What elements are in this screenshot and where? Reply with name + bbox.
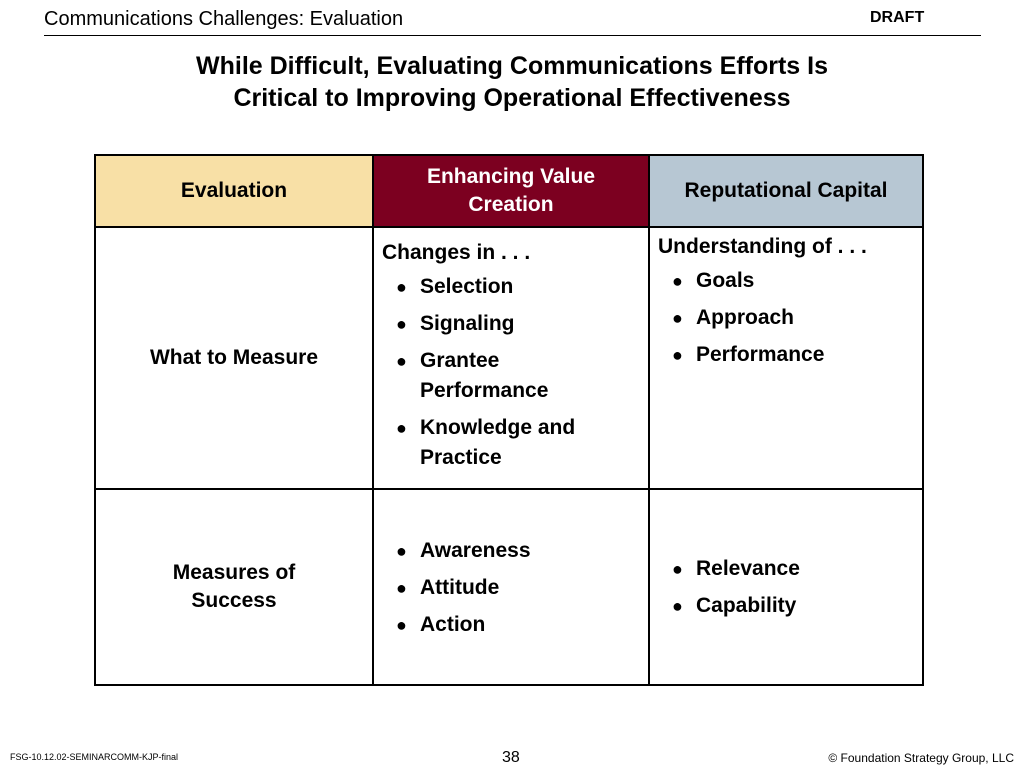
list-item	[382, 610, 644, 640]
draft-label: DRAFT	[870, 9, 925, 26]
list-item-text: Selection	[420, 275, 514, 298]
list-item	[658, 554, 920, 584]
bullet-list	[658, 266, 920, 370]
cell-reputational-what-to-measure	[658, 232, 920, 377]
lead-text: Changes in . . .	[382, 241, 531, 264]
list-item	[382, 309, 644, 339]
bullet-icon: ●	[396, 418, 407, 438]
header-value-line-2: Creation	[468, 193, 554, 216]
row-label-what-to-measure	[96, 228, 372, 488]
bullet-icon: ●	[396, 615, 407, 635]
lead-text: Understanding of . . .	[658, 235, 867, 258]
cell-value-measures-of-success	[382, 536, 644, 647]
row-divider-1	[96, 226, 922, 228]
row-label-line-1: Measures of	[172, 561, 296, 584]
column-divider-2	[648, 156, 650, 684]
bullet-icon: ●	[396, 541, 407, 561]
list-item-text: Knowledge and Practice	[420, 416, 576, 469]
footer-document-id: FSG-10.12.02-SEMINARCOMM-KJP-final	[10, 752, 179, 762]
header-value-line-1: Enhancing Value	[426, 165, 596, 188]
list-item	[382, 272, 644, 302]
list-item	[382, 573, 644, 603]
list-item-text: Goals	[696, 269, 755, 292]
list-item	[382, 413, 644, 473]
bullet-list	[382, 272, 644, 473]
list-item-text: Approach	[696, 306, 795, 329]
header-reputational-label: Reputational Capital	[684, 179, 888, 202]
row-label-line-2: Success	[191, 589, 277, 612]
cell-value-what-to-measure	[382, 238, 644, 480]
slide-title	[112, 50, 912, 114]
list-item-text: Performance	[696, 343, 825, 366]
bullet-icon: ●	[396, 277, 407, 297]
list-item	[658, 303, 920, 333]
list-item	[658, 266, 920, 296]
column-divider-1	[372, 156, 374, 684]
header-cell-value-creation	[374, 156, 648, 226]
bullet-icon: ●	[672, 345, 683, 365]
page-number: 38	[502, 749, 520, 766]
bullet-icon: ●	[672, 308, 683, 328]
bullet-icon: ●	[396, 314, 407, 334]
bullet-icon: ●	[672, 559, 683, 579]
bullet-icon: ●	[396, 351, 407, 371]
header-cell-reputational-capital	[650, 156, 922, 226]
list-item-text: Awareness	[420, 539, 531, 562]
list-item-text: Grantee Performance	[420, 349, 549, 402]
list-item	[658, 591, 920, 621]
list-item-text: Capability	[696, 594, 797, 617]
list-item	[658, 340, 920, 370]
footer-copyright: © Foundation Strategy Group, LLC	[828, 751, 1014, 765]
list-item-text: Attitude	[420, 576, 500, 599]
list-item-text: Signaling	[420, 312, 515, 335]
list-item-text: Action	[420, 613, 486, 636]
header-title: Communications Challenges: Evaluation	[44, 8, 404, 30]
header-evaluation-label: Evaluation	[180, 179, 288, 202]
row-label-text: What to Measure	[149, 346, 319, 369]
list-item	[382, 536, 644, 566]
header-cell-evaluation	[96, 156, 372, 226]
slide-title-line-1: While Difficult, Evaluating Communications Efforts Is	[196, 52, 828, 80]
list-item-text: Relevance	[696, 557, 800, 580]
slide-title-line-2: Critical to Improving Operational Effectiveness	[233, 84, 791, 112]
bullet-list	[658, 554, 920, 621]
header-divider	[44, 35, 981, 36]
bullet-icon: ●	[672, 271, 683, 291]
cell-reputational-measures-of-success	[658, 554, 920, 628]
bullet-icon: ●	[672, 596, 683, 616]
evaluation-table	[94, 154, 924, 686]
list-item	[382, 346, 644, 406]
bullet-list	[382, 536, 644, 640]
bullet-icon: ●	[396, 578, 407, 598]
row-label-measures-of-success	[96, 490, 372, 684]
row-divider-2	[96, 488, 922, 490]
